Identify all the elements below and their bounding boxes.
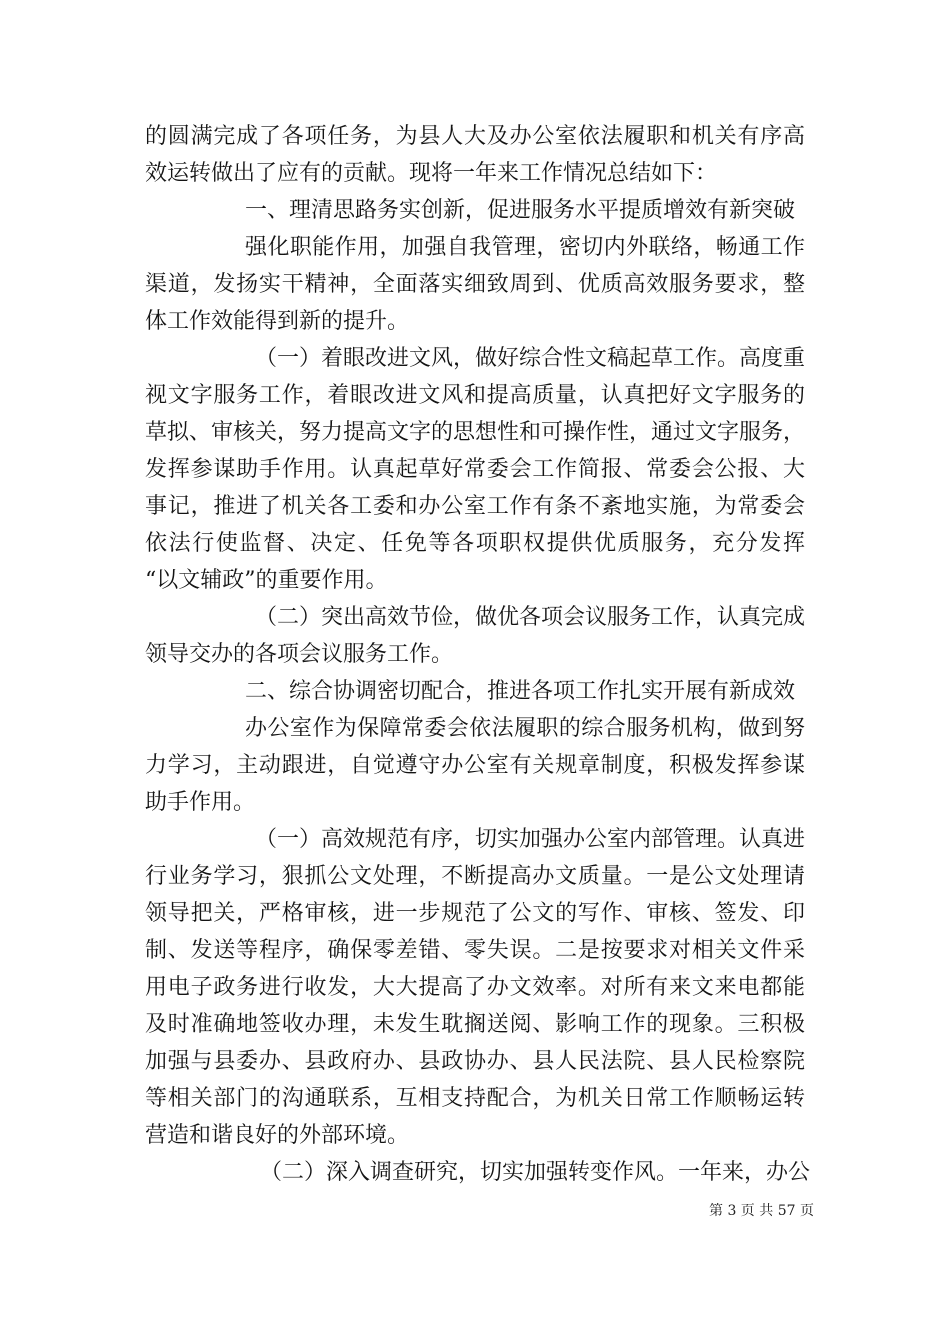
text-line: 视文字服务工作，着眼改进文风和提高质量，认真把好文字服务的 <box>145 383 805 408</box>
text-line: 行业务学习，狠抓公文处理，不断提高办文质量。一是公文处理请 <box>145 864 805 889</box>
text-line: 事记，推进了机关各工委和办公室工作有条不紊地实施，为常委会 <box>145 494 805 519</box>
page-number: 第 3 页 共 57 页 <box>709 1203 814 1219</box>
text-line: 领导把关，严格审核，进一步规范了公文的写作、审核、签发、印 <box>145 901 805 926</box>
text-line: 发挥参谋助手作用。认真起草好常委会工作简报、常委会公报、大 <box>145 457 805 482</box>
text-line: 依法行使监督、决定、任免等各项职权提供优质服务，充分发挥 <box>145 531 805 556</box>
text-line: 办公室作为保障常委会依法履职的综合服务机构，做到努 <box>245 716 805 741</box>
subsection-heading: （一）着眼改进文风，做好综合性文稿起草工作。高度重 <box>255 346 806 371</box>
text-line: 效运转做出了应有的贡献。现将一年来工作情况总结如下： <box>145 161 718 186</box>
subsection-heading: （二）深入调查研究，切实加强转变作风。一年来，办公 <box>260 1160 811 1185</box>
text-line: 等相关部门的沟通联系，互相支持配合，为机关日常工作顺畅运转 <box>145 1086 805 1111</box>
subsection-heading: （二）突出高效节俭，做优各项会议服务工作，认真完成 <box>255 605 806 630</box>
subsection-heading: （一）高效规范有序，切实加强办公室内部管理。认真进 <box>255 827 806 852</box>
text-line: 用电子政务进行收发，大大提高了办文效率。对所有来文来电都能 <box>145 975 805 1000</box>
text-line: 强化职能作用，加强自我管理，密切内外联络，畅通工作 <box>245 235 805 260</box>
text-line: “以文辅政”的重要作用。 <box>145 568 388 593</box>
text-line: 及时准确地签收办理，未发生耽搁送阅、影响工作的现象。三积极 <box>145 1012 805 1037</box>
text-line: 体工作效能得到新的提升。 <box>145 309 410 334</box>
text-line: 草拟、审核关，努力提高文字的思想性和可操作性，通过文字服务， <box>145 420 806 445</box>
section-heading: 一、理清思路务实创新，促进服务水平提质增效有新突破 <box>245 198 796 223</box>
text-line: 助手作用。 <box>145 790 256 815</box>
text-line: 加强与县委办、县政府办、县政协办、县人民法院、县人民检察院 <box>145 1049 805 1074</box>
text-line: 领导交办的各项会议服务工作。 <box>145 642 454 667</box>
section-heading: 二、综合协调密切配合，推进各项工作扎实开展有新成效 <box>245 679 796 704</box>
text-line: 力学习，主动跟进，自觉遵守办公室有关规章制度，积极发挥参谋 <box>145 753 805 778</box>
document-body <box>145 118 811 1191</box>
text-line: 的圆满完成了各项任务，为县人大及办公室依法履职和机关有序高 <box>145 124 805 149</box>
text-line: 制、发送等程序，确保零差错、零失误。二是按要求对相关文件采 <box>145 938 805 963</box>
text-line: 营造和谐良好的外部环境。 <box>145 1123 410 1148</box>
text-line: 渠道，发扬实干精神，全面落实细致周到、优质高效服务要求，整 <box>145 272 805 297</box>
